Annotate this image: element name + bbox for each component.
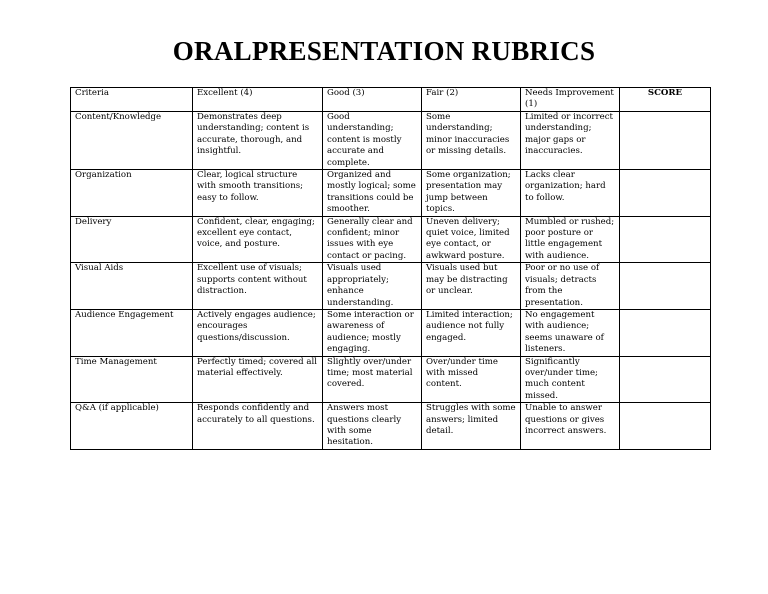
fair-cell: Some understanding; minor inaccuracies or missing details. bbox=[422, 112, 521, 170]
fair-cell: Some organization; presentation may jump between topics. bbox=[422, 170, 521, 217]
header-good: Good (3) bbox=[323, 88, 422, 112]
page-title: ORALPRESENTATION RUBRICS bbox=[172, 36, 596, 66]
header-row bbox=[71, 88, 711, 112]
header-criteria: Criteria bbox=[71, 88, 193, 112]
table-row bbox=[71, 403, 711, 450]
criteria-cell: Organization bbox=[71, 170, 193, 217]
needs-improvement-cell: Poor or no use of visuals; detracts from the presentation. bbox=[521, 263, 620, 310]
score-cell[interactable] bbox=[620, 170, 711, 217]
needs-improvement-cell: Lacks clear organization; hard to follow. bbox=[521, 170, 620, 217]
fair-cell: Over/under time with missed content. bbox=[422, 356, 521, 403]
needs-improvement-cell: Limited or incorrect understanding; major gaps or inaccuracies. bbox=[521, 112, 620, 170]
table-row bbox=[71, 356, 711, 403]
score-cell[interactable] bbox=[620, 263, 711, 310]
header-fair: Fair (2) bbox=[422, 88, 521, 112]
score-cell[interactable] bbox=[620, 356, 711, 403]
good-cell: Organized and mostly logical; some transitions could be smoother. bbox=[323, 170, 422, 217]
needs-improvement-cell: Unable to answer questions or gives incorrect answers. bbox=[521, 403, 620, 450]
header-excellent: Excellent (4) bbox=[193, 88, 323, 112]
criteria-cell: Visual Aids bbox=[71, 263, 193, 310]
criteria-cell: Content/Knowledge bbox=[71, 112, 193, 170]
table-row bbox=[71, 112, 711, 170]
rubric-table bbox=[70, 87, 711, 450]
score-cell[interactable] bbox=[620, 309, 711, 356]
score-cell[interactable] bbox=[620, 112, 711, 170]
table-row bbox=[71, 263, 711, 310]
excellent-cell: Confident, clear, engaging; excellent eye contact, voice, and posture. bbox=[193, 216, 323, 263]
fair-cell: Struggles with some answers; limited detail. bbox=[422, 403, 521, 450]
table-row bbox=[71, 309, 711, 356]
excellent-cell: Excellent use of visuals; supports content without distraction. bbox=[193, 263, 323, 310]
needs-improvement-cell: Mumbled or rushed; poor posture or little engagement with audience. bbox=[521, 216, 620, 263]
needs-improvement-cell: No engagement with audience; seems unaware of listeners. bbox=[521, 309, 620, 356]
excellent-cell: Perfectly timed; covered all material effectively. bbox=[193, 356, 323, 403]
excellent-cell: Responds confidently and accurately to all questions. bbox=[193, 403, 323, 450]
score-cell[interactable] bbox=[620, 403, 711, 450]
good-cell: Slightly over/under time; most material covered. bbox=[323, 356, 422, 403]
good-cell: Answers most questions clearly with some hesitation. bbox=[323, 403, 422, 450]
good-cell: Good understanding; content is mostly accurate and complete. bbox=[323, 112, 422, 170]
header-needs-improvement: Needs Improvement (1) bbox=[521, 88, 620, 112]
header-score: SCORE bbox=[620, 88, 711, 112]
fair-cell: Limited interaction; audience not fully engaged. bbox=[422, 309, 521, 356]
table-row bbox=[71, 216, 711, 263]
criteria-cell: Q&A (if applicable) bbox=[71, 403, 193, 450]
criteria-cell: Delivery bbox=[71, 216, 193, 263]
good-cell: Visuals used appropriately; enhance understanding. bbox=[323, 263, 422, 310]
excellent-cell: Demonstrates deep understanding; content is accurate, thorough, and insightful. bbox=[193, 112, 323, 170]
needs-improvement-cell: Significantly over/under time; much content missed. bbox=[521, 356, 620, 403]
criteria-cell: Time Management bbox=[71, 356, 193, 403]
excellent-cell: Clear, logical structure with smooth transitions; easy to follow. bbox=[193, 170, 323, 217]
good-cell: Generally clear and confident; minor issues with eye contact or pacing. bbox=[323, 216, 422, 263]
criteria-cell: Audience Engagement bbox=[71, 309, 193, 356]
fair-cell: Visuals used but may be distracting or unclear. bbox=[422, 263, 521, 310]
score-cell[interactable] bbox=[620, 216, 711, 263]
excellent-cell: Actively engages audience; encourages questions/discussion. bbox=[193, 309, 323, 356]
fair-cell: Uneven delivery; quiet voice, limited eye contact, or awkward posture. bbox=[422, 216, 521, 263]
table-row bbox=[71, 170, 711, 217]
good-cell: Some interaction or awareness of audience; mostly engaging. bbox=[323, 309, 422, 356]
